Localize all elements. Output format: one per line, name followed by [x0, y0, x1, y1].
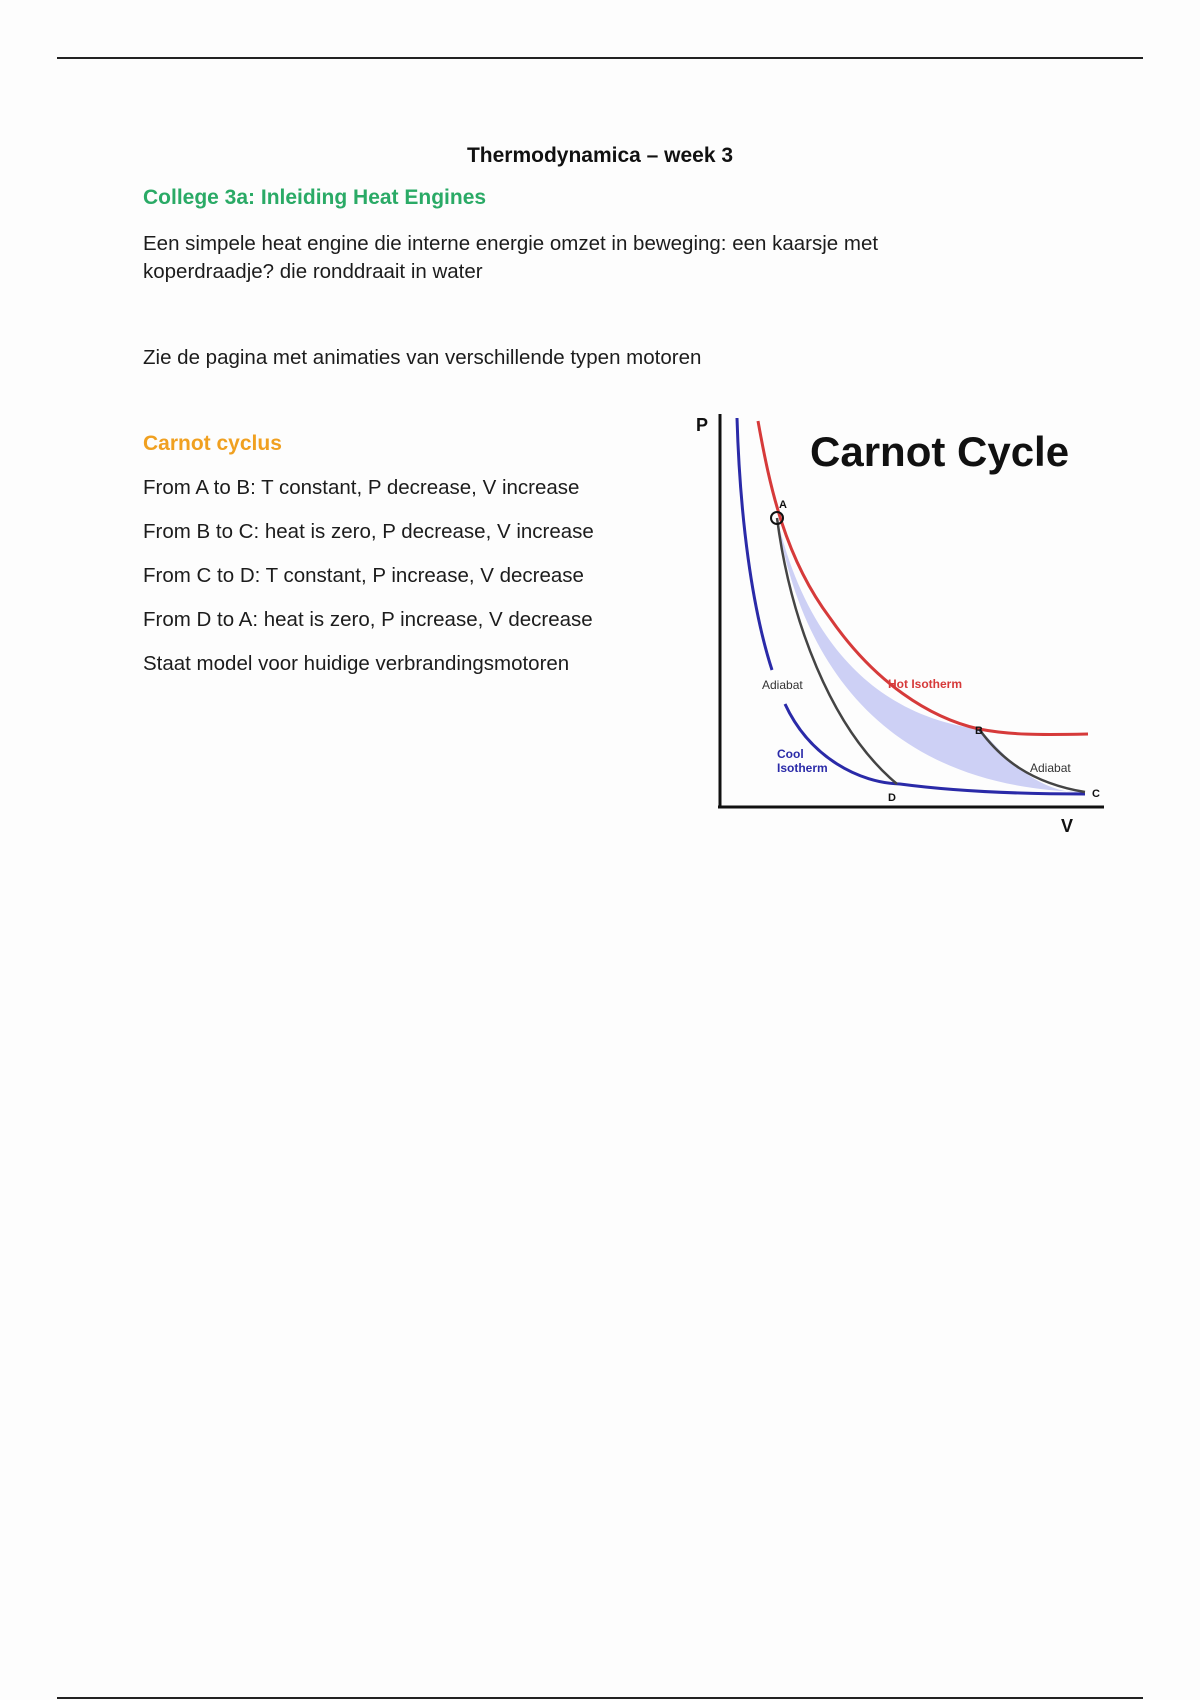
- carnot-cycle-diagram: [690, 398, 1130, 838]
- page-title: Thermodynamica – week 3: [466, 144, 734, 167]
- intro-line: koperdraadje? die ronddraait in water: [143, 260, 483, 283]
- cool-isotherm-upper-curve: [737, 418, 772, 670]
- adiabat-right-label: Adiabat: [1030, 761, 1071, 775]
- list-item: From D to A: heat is zero, P increase, V decrease: [143, 608, 593, 631]
- cool-isotherm-label-line1: Cool: [777, 747, 804, 761]
- carnot-steps-list: [143, 474, 594, 694]
- point-label-a: A: [779, 499, 787, 511]
- list-item: From C to D: T constant, P increase, V decrease: [143, 564, 584, 587]
- intro-paragraph: [143, 230, 1043, 286]
- cycle-region: [777, 518, 1085, 793]
- axis-label-p: P: [696, 415, 709, 435]
- cool-isotherm-label-line2: Isotherm: [777, 761, 828, 775]
- hot-isotherm-label: Hot Isotherm: [888, 677, 963, 691]
- point-label-b: B: [975, 725, 983, 737]
- animations-note: Zie de pagina met animaties van verschillende typen motoren: [143, 346, 702, 369]
- top-rule: [57, 57, 1143, 59]
- section-heading-carnot: Carnot cyclus: [143, 432, 282, 455]
- list-item: From B to C: heat is zero, P decrease, V increase: [143, 520, 594, 543]
- intro-line: Een simpele heat engine die interne energie omzet in beweging: een kaarsje met: [143, 232, 879, 255]
- adiabat-left-label: Adiabat: [762, 678, 803, 692]
- axis-label-v: V: [1061, 816, 1074, 836]
- point-label-d: D: [888, 792, 896, 804]
- figure-title: Carnot Cycle: [810, 428, 1070, 475]
- section-heading-college-3a: College 3a: Inleiding Heat Engines: [143, 186, 487, 209]
- carnot-cycle-figure: [690, 398, 1130, 838]
- list-item: From A to B: T constant, P decrease, V increase: [143, 476, 580, 499]
- bottom-rule: [57, 1697, 1143, 1699]
- list-item: Staat model voor huidige verbrandingsmotoren: [143, 652, 570, 675]
- point-label-c: C: [1092, 788, 1100, 800]
